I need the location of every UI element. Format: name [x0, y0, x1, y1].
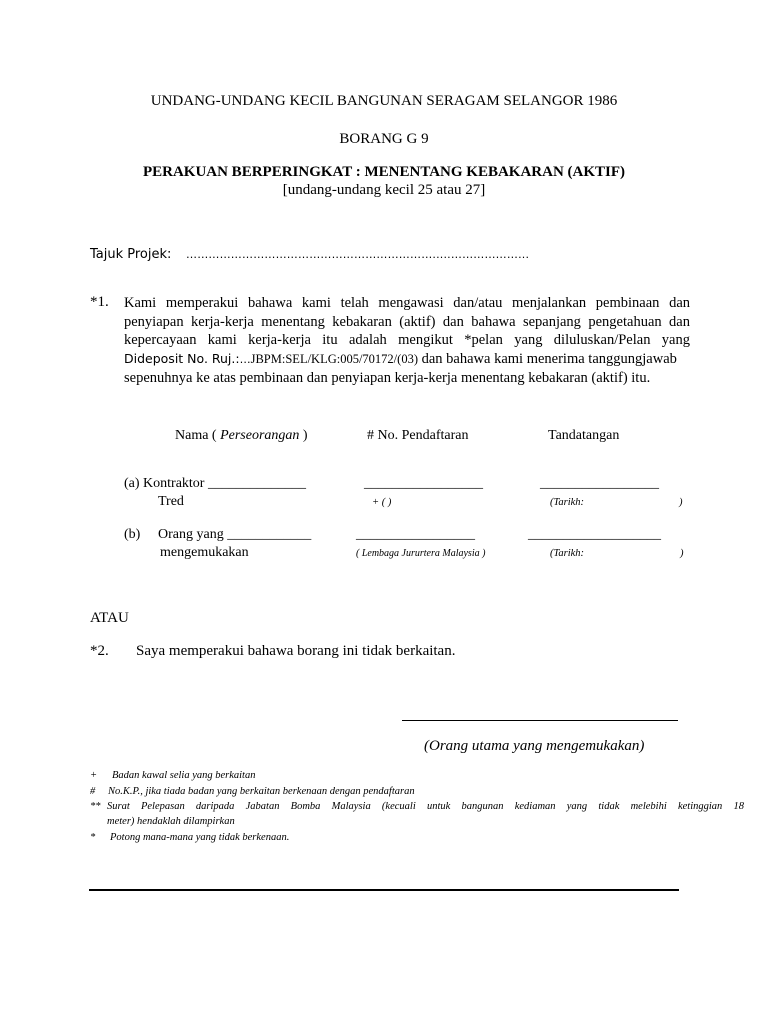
footnote-plus-text: Badan kawal selia yang berkaitan — [112, 770, 256, 781]
row-b-registration-note: ( Lembaga Jururtera Malaysia ) — [356, 548, 486, 559]
footnote-doublestar-mark: ** — [90, 801, 101, 812]
clause-2-number: *2. — [90, 643, 109, 659]
clause-1-line-4-suffix: dan bahawa kami menerima tanggungjawab — [417, 350, 677, 367]
footnote-star-text: Potong mana-mana yang tidak berkenaan. — [110, 832, 290, 843]
form-number: BORANG G 9 — [339, 131, 429, 147]
bottom-divider — [89, 889, 679, 891]
row-b-label-cont: mengemukakan — [160, 545, 249, 560]
signature-line[interactable] — [402, 720, 678, 721]
clause-1-line-5: sepenuhnya ke atas pembinaan dan penyiapan kerja-kerja menentang kebakaran (aktif) itu. — [124, 370, 651, 386]
form-title: PERAKUAN BERPERINGKAT : MENENTANG KEBAKARAN (AKTIF) — [142, 164, 626, 180]
footnote-star-mark: * — [90, 832, 96, 843]
clause-2-text: Saya memperakui bahawa borang ini tidak berkaitan. — [136, 643, 456, 659]
footnote-doublestar-text: Surat Pelepasan daripada Jabatan Bomba Malaysia (kecuali untuk bangunan kediaman yang tidak melebihi ketinggian 18 — [107, 801, 744, 812]
footnote-hash-text: No.K.P., jika tiada badan yang berkaitan berkenaan dengan pendaftaran — [108, 786, 415, 797]
column-header-name: Nama ( Perseorangan ) — [175, 428, 308, 443]
clause-1-text — [124, 294, 690, 388]
project-title-label: Tajuk Projek: — [90, 247, 172, 262]
or-divider-text: ATAU — [90, 610, 129, 626]
footnote-doublestar-cont: meter) hendaklah dilampirkan — [107, 816, 235, 827]
clause-1-line-3: kepercayaan kami kerja-kerja itu adalah mengikut *pelan yang diluluskan/Pelan yang — [124, 332, 690, 348]
row-a-date-close: ) — [679, 497, 683, 508]
clause-1-line-4 — [124, 350, 690, 370]
row-a-date-label: (Tarikh: — [550, 497, 585, 508]
row-b-index: (b) — [124, 527, 141, 542]
row-a-label-cont: Tred — [158, 494, 184, 509]
deposit-ref-number[interactable]: JBPM:SEL/KLG:005/70172/(03) — [250, 351, 418, 366]
clause-1-line-2: penyiapan kerja-kerja menentang kebakaran (aktif) dan bahawa sepanjang pengetahuan dan — [124, 313, 690, 330]
deposit-ref-label: Dideposit No. Ruj.: — [124, 350, 240, 366]
footnote-plus-mark: + — [90, 770, 98, 781]
row-b-date-label: (Tarikh: — [550, 548, 585, 559]
deposit-ref-dots: … — [239, 352, 251, 366]
project-title-field[interactable]: ………………………………………………………….....………………... — [186, 248, 530, 261]
row-a-signature-field[interactable]: _________________ — [540, 476, 659, 491]
row-b-registration-field[interactable]: _________________ — [356, 527, 475, 542]
clause-1-number: *1. — [90, 294, 109, 310]
row-a-registration-note: + ( ) — [372, 497, 392, 508]
column-header-signature: Tandatangan — [548, 428, 620, 443]
row-b-label[interactable]: Orang yang ____________ — [158, 527, 312, 542]
signature-caption: (Orang utama yang mengemukakan) — [424, 738, 645, 754]
row-b-signature-field[interactable]: ___________________ — [528, 527, 661, 542]
column-header-registration: # No. Pendaftaran — [367, 428, 469, 443]
row-a-label[interactable]: (a) Kontraktor ______________ — [124, 476, 306, 491]
footnote-hash-mark: # — [90, 786, 96, 797]
bylaw-reference: [undang-undang kecil 25 atau 27] — [282, 182, 486, 198]
row-a-registration-field[interactable]: _________________ — [364, 476, 483, 491]
bylaw-heading: UNDANG-UNDANG KECIL BANGUNAN SERAGAM SELANGOR 1986 — [150, 93, 618, 109]
row-b-date-close: ) — [680, 548, 684, 559]
clause-1-line-1: Kami memperakui bahawa kami telah mengawasi dan/atau menjalankan pembinaan dan — [124, 295, 690, 311]
